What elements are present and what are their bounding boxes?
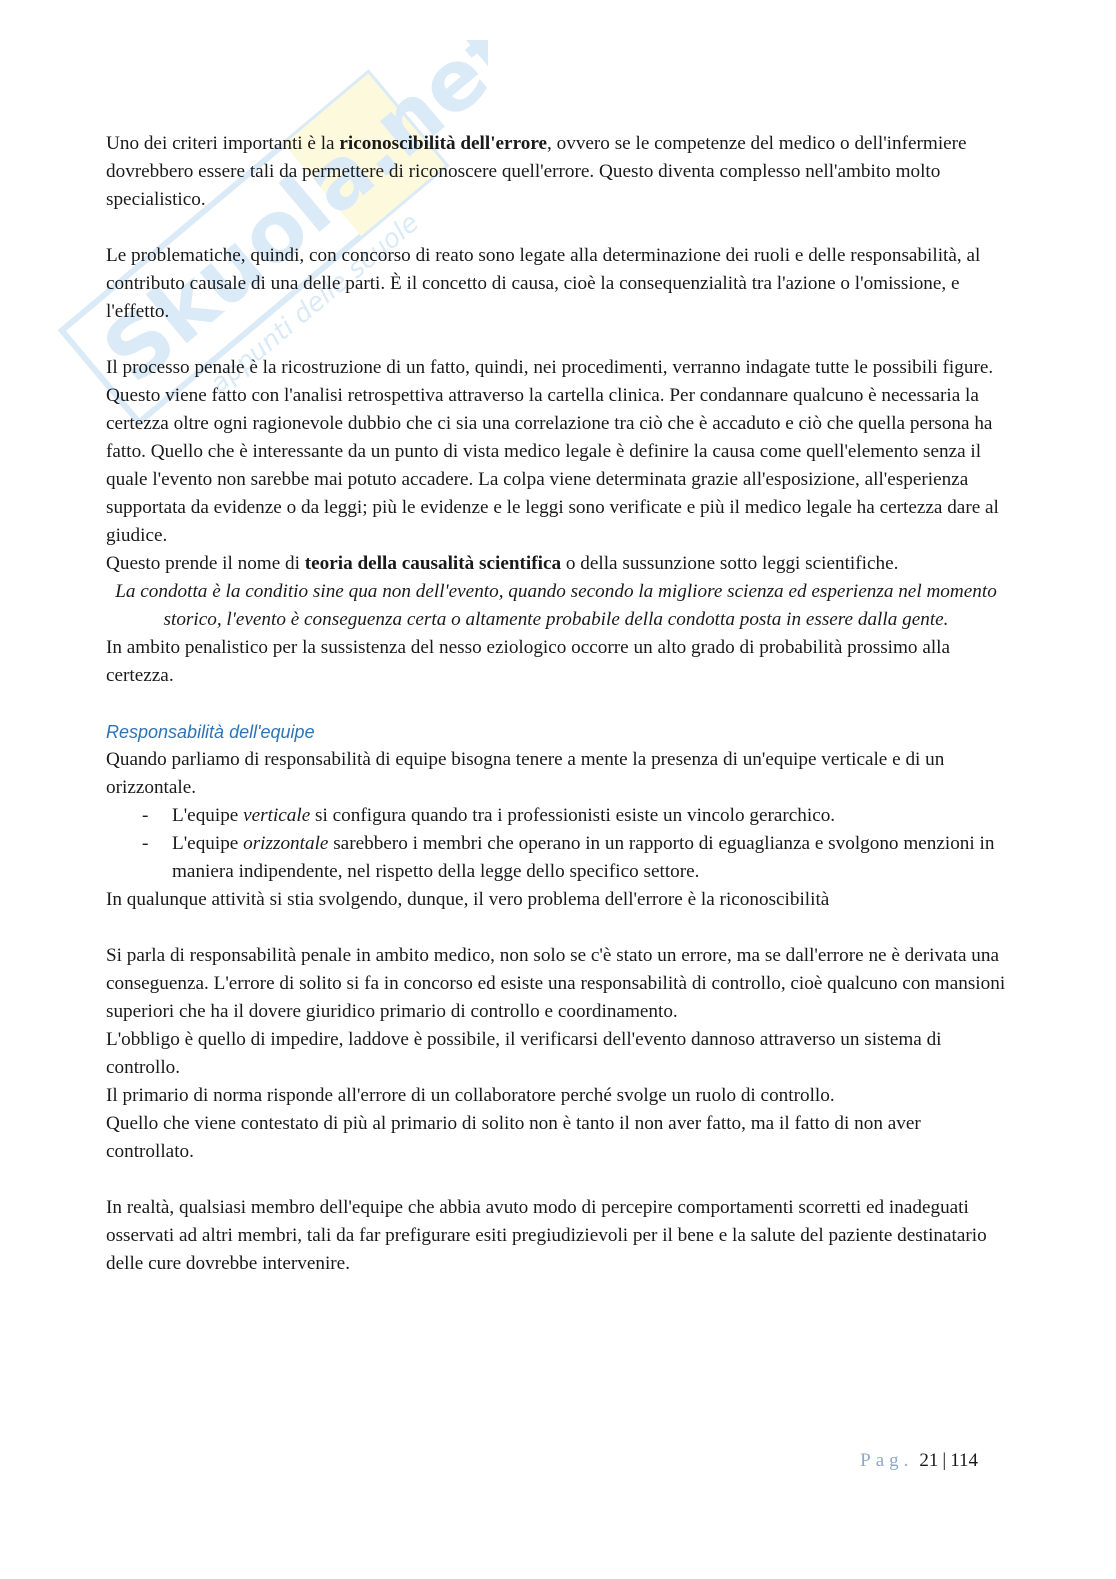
watermark-sub-text: appunti delle scuole: [204, 207, 425, 400]
paragraph: L'obbligo è quello di impedire, laddove è possibile, il verificarsi dell'evento dannoso attraverso un sistema di controllo.: [106, 1029, 942, 1078]
paragraph: Questo prende il nome di teoria della causalità scientifica o della sussunzione sotto leggi scientifiche.: [106, 553, 899, 574]
paragraph: Quello che viene contestato di più al primario di solito non è tanto il non aver fatto, ma il fatto di non aver controllato.: [106, 1113, 921, 1162]
dash-list: [106, 802, 1006, 886]
page-label: Pag.: [860, 1450, 914, 1471]
quote: La condotta è la conditio sine qua non dell'evento, quando secondo la migliore scienza ed esperienza nel momento storico, l'evento è conseguenza certa o altamente probabile della condotta posta in essere dalla gente.: [115, 581, 997, 630]
page-separator: |: [942, 1450, 947, 1471]
list-item: - L'equipe verticale si configura quando tra i professionisti esiste un vincolo gerarchico.: [142, 802, 1006, 830]
watermark-main-text: Skuola.net: [84, 40, 488, 402]
page-current: 21: [919, 1450, 939, 1471]
paragraph: In ambito penalistico per la sussistenza del nesso eziologico occorre un alto grado di probabilità prossimo alla certezza.: [106, 637, 951, 686]
document-body: [106, 130, 1006, 1278]
paragraph: In qualunque attività si stia svolgendo, dunque, il vero problema dell'errore è la riconoscibilità: [106, 889, 830, 910]
page-footer: [860, 1450, 978, 1472]
paragraph: Il processo penale è la ricostruzione di un fatto, quindi, nei procedimenti, verranno indagate tutte le possibili figure.: [106, 357, 994, 378]
paragraph: Uno dei criteri importanti è la riconoscibilità dell'errore, ovvero se le competenze del medico o dell'infermiere dovrebbero essere tali da permettere di riconoscere quell'errore. Questo diventa complesso nell'ambito molto specialistico.: [106, 133, 967, 210]
list-item: - L'equipe orizzontale sarebbero i membri che operano in un rapporto di eguaglianza e svolgono menzioni in maniera indipendente, nel rispetto della legge dello specifico settore.: [142, 830, 1006, 886]
page-total: 114: [950, 1450, 978, 1471]
paragraph: In realtà, qualsiasi membro dell'equipe che abbia avuto modo di percepire comportamenti scorretti ed inadeguati osservati ad altri membri, tali da far prefigurare esiti pregiudizievoli per il bene e la salute del paziente destinatario delle cure dovrebbe intervenire.: [106, 1197, 987, 1274]
paragraph: Questo viene fatto con l'analisi retrospettiva attraverso la cartella clinica. Per condannare qualcuno è necessaria la certezza oltre ogni ragionevole dubbio che ci sia una correlazione tra ciò che è accaduto e ciò che quella persona ha fatto. Quello che è interessante da un punto di vista medico legale è definire la causa come quell'elemento senza il quale l'evento non sarebbe mai potuto accadere. La colpa viene determinata grazie all'esposizione, all'esperienza supportata da evidenze o da leggi; più le evidenze e le leggi sono verificate e più il medico legale ha certezza dare al giudice.: [106, 385, 999, 546]
paragraph: Le problematiche, quindi, con concorso di reato sono legate alla determinazione dei ruoli e delle responsabilità, al contributo causale di una delle parti. È il concetto di causa, cioè la consequenzialità tra l'azione o l'omissione, e l'effetto.: [106, 245, 981, 322]
paragraph: Quando parliamo di responsabilità di equipe bisogna tenere a mente la presenza di un'equipe verticale e di un orizzontale.: [106, 749, 945, 798]
paragraph: Si parla di responsabilità penale in ambito medico, non solo se c'è stato un errore, ma se dall'errore ne è derivata una conseguenza. L'errore di solito si fa in concorso ed esiste una responsabilità di controllo, cioè qualcuno con mansioni superiori che ha il dovere giuridico primario di controllo e coordinamento.: [106, 945, 1006, 1022]
bold-term: teoria della causalità scientifica: [304, 553, 562, 574]
bold-term: riconoscibilità dell'errore: [339, 133, 548, 154]
section-heading: Responsabilità dell'equipe: [106, 722, 315, 742]
paragraph: Il primario di norma risponde all'errore di un collaboratore perché svolge un ruolo di controllo.: [106, 1085, 835, 1106]
